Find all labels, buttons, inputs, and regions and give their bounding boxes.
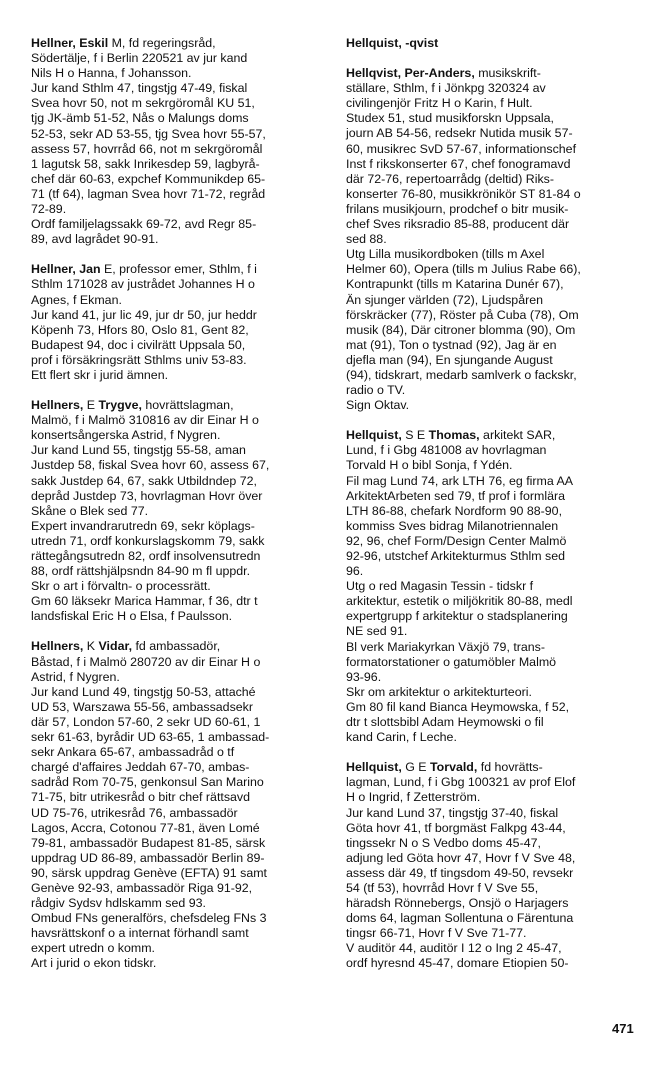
- entry-hellner-eskil: [31, 36, 319, 247]
- entry-body: fd hovrätts- lagman, Lund, f i Gbg 100321 av prof Elof H o Ingrid, f Zetterström. Jur kand Lund 37, tingstjg 37-40, fiskal Göta hovr 41, tf borgmäst Falkpg 43-44, tingssekr N o S Vedbo doms 45-47, adjung led Göta hovr 47, Hovr f V Sve 48, assess där 49, tf tingsdom 49-50, revsekr 54 (tf 53), hovrråd Hovr f V Sve 55, häradsh Rönnebergs, Onsjö o Harjagers doms 64, lagman Sollentuna o Färentuna tingsr 66-71, Hovr f V Sve 71-77. V auditör 44, auditör I 12 o Ing 2 45-47, ordf hyresnd 45-47, domare Etiopien 50-: [346, 760, 576, 971]
- entry-hellqvist-per-anders: [346, 66, 634, 413]
- entry-hellquist-heading: [346, 36, 634, 51]
- right-column: [346, 36, 634, 987]
- entry-body: arkitekt SAR, Lund, f i Gbg 481008 av hovrlagman Torvald H o bibl Sonja, f Ydén. Fil mag Lund 74, ark LTH 76, eg firma AA ArkitektArbeten sed 79, tf prof i formlära LTH 86-88, chefark Nordform 90 88-90, kommiss Sves bidrag Milanotriennalen 92, 96, chef Form/Design Center Malmö 92-96, utstchef Arkitekturmus Sthlm sed 96. Utg o red Magasin Tessin - tidskr f arkitektur, estetik o miljökritik 80-88, medl expertgrupp f arkitektur o stadsplanering NE sed 91. Bl verk Mariakyrkan Växjö 79, trans- formatorstationer o gatumöbler Malmö 93-96. Skr om arkitektur o arkitekturteori. Gm 80 fil kand Bianca Heymowska, f 52, dtr t slottsbibl Adam Heymowski o fil kand Carin, f Leche.: [346, 428, 574, 745]
- entry-name: Hellquist,: [346, 428, 402, 443]
- entry-name: Hellner, Eskil: [31, 36, 109, 50]
- entry-name: Hellner, Jan: [31, 262, 101, 277]
- entry-hellners-trygve: [31, 398, 319, 624]
- entry-name: Hellqvist, Per-Anders,: [346, 66, 475, 81]
- entry-given-initials: S E: [405, 428, 426, 443]
- entry-given-name: Trygve,: [98, 398, 142, 413]
- left-column: [31, 36, 319, 987]
- entry-given-initials: K: [86, 639, 96, 654]
- entry-given-name: Torvald,: [430, 760, 478, 775]
- entry-body: , fd regeringsråd, Södertälje, f i Berlin 220521 av jur kand Nils H o Hanna, f Johansson. Jur kand Sthlm 47, tingstjg 47-49, fiskal Svea hovr 50, not m sekrgöromål KU 51, tjg JK-ämb 51-52, Nås o Malungs doms 52-53, sekr AD 53-55, tjg Svea hovr 55-57, assess 57, hovrråd 66, not m sekrgöromål 1 lagutsk 58, sakk Inrikesdep 59, lagbyrå- chef där 60-63, expchef Kommunikdep 65- 71 (tf 64), lagman Svea hovr 71-72, regråd 72-89. Ordf familjelagssakk 69-72, avd Regr 85- 89, avd lagrådet 90-91.: [31, 36, 266, 247]
- entry-name: Hellners,: [31, 639, 84, 654]
- entry-name: Hellners,: [31, 398, 84, 413]
- entry-given-name: E: [104, 262, 113, 277]
- page-number: 471: [612, 1021, 634, 1036]
- entry-hellquist-torvald: [346, 760, 634, 971]
- entry-name: Hellquist, -qvist: [346, 36, 439, 50]
- entry-body: hovrättslagman, Malmö, f i Malmö 310816 av dir Einar H o konsertsångerska Astrid, f Nygren. Jur kand Lund 55, tingstjg 55-58, aman Justdep 58, fiskal Svea hovr 60, assess 67, sakk Justdep 64, 67, sakk Utbildndep 72, depråd Justdep 73, hovrlagman Hovr över Skåne o Blek sed 77. Expert invandrarutredn 69, sekr köplags- utredn 71, ordf konkurslagskomm 79, sakk rättegångsutredn 82, ordf insolvensutredn 88, ordf rättshjälpsndn 84-90 m fl uppdr. Skr o art i förvaltn- o processrätt. Gm 60 läksekr Marica Hammar, f 36, dtr t landsfiskal Eric H o Elsa, f Paulsson.: [31, 398, 270, 624]
- entry-given-name: Vidar,: [98, 639, 133, 654]
- entry-given-name: Thomas,: [428, 428, 480, 443]
- entry-body: , professor emer, Sthlm, f i Sthlm 171028 av justrådet Johannes H o Agnes, f Ekman. Jur kand 41, jur lic 49, jur dr 50, jur heddr Köpenh 73, Hfors 80, Oslo 81, Gent 82, Budapest 94, doc i civilrätt Uppsala 50, prof i försäkringsrätt Sthlms univ 53-83. Ett flert skr i jurid ämnen.: [31, 262, 257, 382]
- entry-given-initials: G E: [405, 760, 427, 775]
- entry-hellquist-thomas: [346, 428, 634, 745]
- entry-given-name: M: [111, 36, 122, 50]
- entry-hellner-jan: [31, 262, 319, 383]
- entry-name: Hellquist,: [346, 760, 402, 775]
- entry-hellners-vidar: [31, 639, 319, 971]
- entry-body: musikskrift- ställare, Sthlm, f i Jönkpg 320324 av civilingenjör Fritz H o Karin, f Hult. Studex 51, stud musikforskn Uppsala, journ AB 54-56, redsekr Nutida musik 57- 60, musikrec SvD 57-67, informationschef Inst f rikskonserter 67, chef fonogramavd där 72-76, repertoarrådg (deltid) Riks- konserter 76-80, musikkrönikör ST 81-84 o frilans musikjourn, prodchef o bitr musik- chef Sves riksradio 85-88, producent där sed 88. Utg Lilla musikordboken (tills m Axel Helmer 60), Opera (tills m Julius Rabe 66), Kontrapunkt (tills m Katarina Dunér 67), Än sjunger världen (72), Ljudspåren förskräcker (77), Röster på Cuba (78), Om musik (84), Där citroner blomma (90), Om mat (91), Ton o tystnad (92), Jag är en djefla man (94), En sjungande August (94), tidskrart, medarb samlverk o fackskr, radio o TV. Sign Oktav.: [346, 66, 581, 413]
- entry-given-initials: E: [86, 398, 96, 413]
- entry-body: fd ambassadör, Båstad, f i Malmö 280720 av dir Einar H o Astrid, f Nygren. Jur kand Lund 49, tingstjg 50-53, attaché UD 53, Warszawa 55-56, ambassadsekr där 57, London 57-60, 2 sekr UD 60-61, 1 sekr 61-63, byrådir UD 63-65, 1 ambassad- sekr Ankara 65-67, ambassadråd o tf chargé d'affaires Jeddah 67-70, ambas- sadråd Rom 70-75, genkonsul San Marino 71-75, bitr utrikesråd o bitr chef rättsavd UD 75-76, utrikesråd 76, ambassadör Lagos, Accra, Cotonou 77-81, även Lomé 79-81, ambassadör Budapest 81-85, särsk uppdrag UD 86-89, ambassadör Berlin 89- 90, särsk uppdrag Genève (EFTA) 91 samt Genève 92-93, ambassadör Riga 91-92, rådgiv Sydsv hdlskamm sed 93. Ombud FNs generalförs, chefsdeleg FNs 3 havsrättskonf o a internat förhandl samt expert utredn o komm. Art i jurid o ekon tidskr.: [31, 639, 270, 971]
